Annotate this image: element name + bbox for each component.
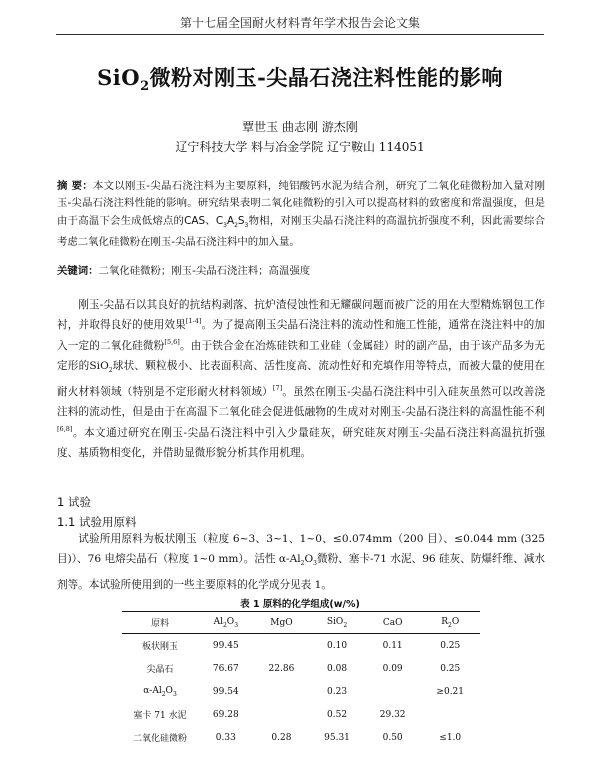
table-cell: 0.25 bbox=[440, 640, 461, 651]
table-cell: 0.33 bbox=[215, 732, 236, 743]
table-header-cell: CaO bbox=[382, 617, 403, 628]
materials-paragraph bbox=[57, 529, 545, 595]
table-cell: 尖晶石 bbox=[146, 665, 174, 675]
intro-subscript: 2 bbox=[108, 367, 113, 375]
paper-title bbox=[0, 62, 600, 94]
abstract bbox=[57, 178, 545, 251]
table-cell: 0.09 bbox=[382, 663, 403, 674]
table-header-cell: 原料 bbox=[150, 619, 169, 629]
intro-text-1: 刚玉-尖晶石以其良好的抗结构剥落、抗炉渣侵蚀性和无耀碳问题而被广泛的用在大型精炼钢包工作衬，并取得良好的使用效果 bbox=[57, 299, 545, 332]
chemical-composition-table bbox=[122, 611, 480, 749]
table-cell: 0.52 bbox=[327, 709, 348, 720]
abstract-label: 摘 要： bbox=[57, 180, 93, 192]
table-row bbox=[122, 634, 480, 658]
materials-text-a: 试验所用原料为板状刚玉（粒度 6~3、3~1、1~0、≤0.074mm（200 目）、≤0.044 mm (325 目)）、76 电熔尖晶石（粒度 1~0 mm）。活性 α-Al bbox=[57, 533, 545, 566]
table-row bbox=[122, 657, 480, 680]
table-cell: 76.67 bbox=[212, 663, 239, 674]
section-heading-1-1: 1.1 试验用原料 bbox=[57, 515, 137, 529]
table-header-row bbox=[122, 612, 480, 634]
table-cell: 0.28 bbox=[271, 732, 292, 743]
table-cell: $\alpha-Al_2O_3$ bbox=[143, 685, 177, 698]
authors: 覃世玉 曲志刚 游杰刚 bbox=[242, 120, 358, 134]
table-cell bbox=[254, 634, 310, 658]
introduction-paragraph bbox=[57, 295, 545, 463]
table-cell: 0.23 bbox=[327, 686, 348, 697]
table-cell: 0.10 bbox=[327, 640, 348, 651]
table-cell: 0.08 bbox=[327, 663, 348, 674]
citation-ref: [7] bbox=[272, 383, 283, 392]
table-cell: 29.32 bbox=[379, 709, 406, 720]
materials-sub-1: 2 bbox=[300, 560, 305, 568]
intro-text-4: 球状、颗粒极小、比表面积高、活性度高、流动性好和充填作用等特点，而被大量的使用在耐火材料领域（特别是不定形耐火材料领域） bbox=[57, 360, 545, 398]
abstract-text-b: 物相，对刚玉尖晶石浇注料的高温抗折强度不利，因此需要综合考虑二氧化硅微粉在刚玉-尖晶石浇注料中的加入量。 bbox=[57, 214, 546, 248]
materials-sub-2: 3 bbox=[313, 560, 317, 568]
citation-ref: [6,8] bbox=[57, 424, 73, 433]
keywords-label: 关键词： bbox=[57, 265, 99, 277]
header-rule bbox=[56, 34, 544, 35]
abstract-sub-2: 2 bbox=[234, 221, 238, 229]
table-cell bbox=[420, 703, 480, 726]
table-row bbox=[122, 726, 480, 749]
table-cell: 69.28 bbox=[212, 709, 239, 720]
title-prefix: SiO bbox=[97, 65, 141, 90]
abstract-text-t2: A bbox=[226, 214, 235, 227]
table-cell: 0.25 bbox=[440, 663, 461, 674]
table-cell bbox=[254, 703, 310, 726]
table-cell: 板状刚玉 bbox=[141, 642, 178, 652]
intro-text-6: 。本文通过研究在刚玉-尖晶石浇注料中引入少量硅灰，研究硅灰对刚玉-尖晶石浇注料高温抗折强度、基质物相变化，并借助显微形貌分析其作用机理。 bbox=[57, 426, 545, 459]
table-cell bbox=[365, 680, 421, 703]
running-head: 第十七届全国耐火材料青年学术报告会论文集 bbox=[179, 16, 420, 30]
table-cell: 塞卡 71 水泥 bbox=[133, 711, 187, 721]
materials-text-b: O bbox=[304, 553, 314, 566]
abstract-sub-3: 3 bbox=[244, 221, 249, 229]
section-heading-1: 1 试验 bbox=[57, 495, 91, 509]
table-cell: 0.50 bbox=[382, 732, 403, 743]
table-cell: 0.11 bbox=[382, 640, 403, 651]
table-row bbox=[122, 703, 480, 726]
table-cell: 二氧化硅微粉 bbox=[132, 734, 187, 744]
table-cell: 22.86 bbox=[268, 663, 295, 674]
keywords-text: 二氧化硅微粉；刚玉-尖晶石浇注料；高温强度 bbox=[98, 265, 311, 277]
table-caption: 表 1 原料的化学组成(w/%) bbox=[240, 599, 360, 610]
table-cell: 99.54 bbox=[212, 686, 239, 697]
table-header-cell: $Al_2O_3$ bbox=[213, 616, 239, 629]
keywords bbox=[57, 263, 545, 280]
table-row bbox=[122, 680, 480, 703]
materials-text-c: 微粉、塞卡-71 水泥、96 硅灰、防爆纤维、减水剂等。本试验所使用到的一些主要原料的化学成分见表 1。 bbox=[57, 553, 545, 591]
citation-ref: [1-4] bbox=[185, 317, 202, 326]
table-cell: 95.31 bbox=[324, 732, 350, 743]
title-subscript: 2 bbox=[140, 79, 150, 95]
table-header-cell: SiO$_2$ bbox=[326, 616, 348, 629]
abstract-text-a: 本文以刚玉-尖晶石浇注料为主要原料，纯铝酸钙水泥为结合剂，研究了二氧化硅微粉加入量对刚玉-尖晶石浇注料性能的影响。研究结果表明二氧化硅微粉的引入可以提高材料的致密度和常温强度，但是由于高温下会生成低熔点的CAS、C bbox=[57, 180, 546, 227]
table-header-cell: $R_2O$ bbox=[441, 616, 460, 629]
table-cell: ≥0.21 bbox=[436, 686, 465, 697]
title-rest: 微粉对刚玉-尖晶石浇注料性能的影响 bbox=[149, 65, 503, 90]
citation-ref: [5,6] bbox=[164, 337, 180, 346]
table-cell: 99.45 bbox=[212, 640, 239, 651]
abstract-sub-1: 3 bbox=[223, 221, 227, 229]
abstract-text-t3: S bbox=[237, 214, 245, 227]
intro-text-2: 。为了提高刚玉尖晶石浇注料的流动性和施工性能，通常在浇注料中的加入一定的二氧化硅微粉 bbox=[57, 319, 546, 352]
table-cell: ≤1.0 bbox=[439, 732, 462, 743]
affiliation: 辽宁科技大学 料与冶金学院 辽宁鞍山 114051 bbox=[175, 140, 425, 154]
intro-text-5: 。虽然在刚玉-尖晶石浇注料中引入硅灰虽然可以改善浇注料的流动性，但是由于在高温下二氧化硅会促进低融物的生成对对刚玉-尖晶石浇注料的高温性能不利 bbox=[57, 385, 546, 419]
table-header-cell: MgO bbox=[270, 617, 293, 628]
intro-text-3: 。由于铁合金在冶炼硅铁和工业硅（金属硅）时的副产品，由于该产品多为无定形的SiO bbox=[57, 339, 545, 373]
table-cell bbox=[254, 680, 310, 703]
